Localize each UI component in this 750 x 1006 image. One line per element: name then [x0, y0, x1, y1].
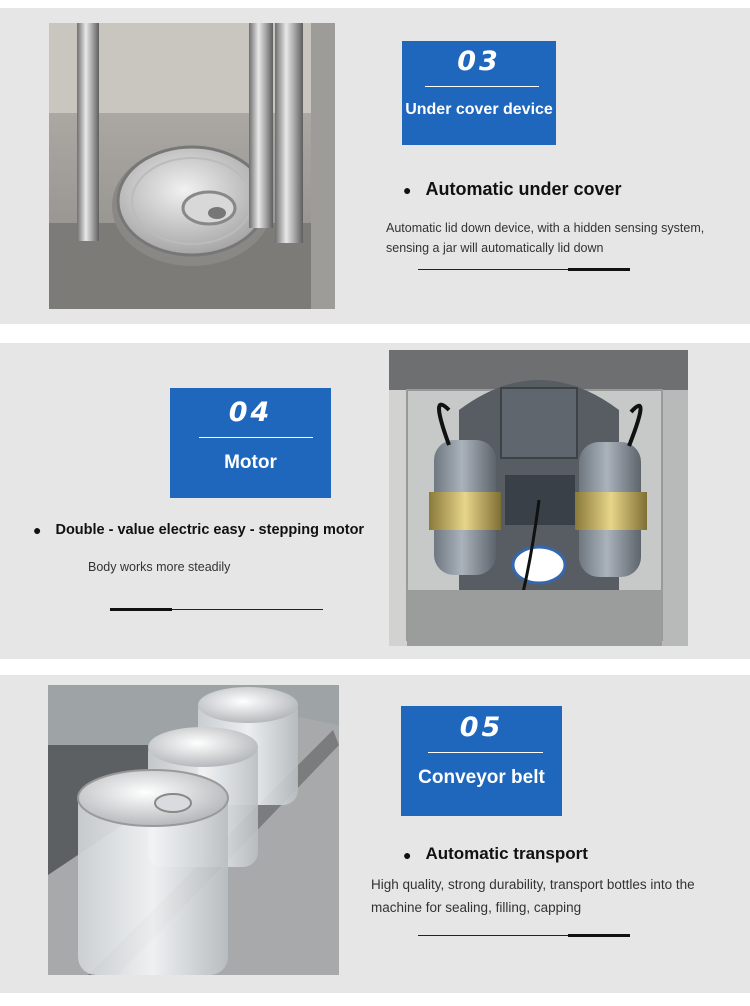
section-04-badge — [170, 388, 331, 498]
feature-heading: ● Double - value electric easy - stepping motor — [33, 522, 365, 539]
section-05-badge — [401, 706, 562, 816]
section-underline — [418, 268, 630, 270]
badge-divider — [199, 437, 313, 438]
badge-divider — [428, 752, 543, 753]
feature-heading: ● Automatic transport — [403, 844, 588, 863]
feature-heading: ● Automatic under cover — [403, 179, 622, 199]
feature-description: High quality, strong durability, transport bottles into the machine for sealing, filling, capping — [371, 877, 695, 915]
section-number: 03 — [457, 46, 501, 77]
section-number: 04 — [228, 397, 273, 428]
section-underline — [110, 608, 323, 610]
conveyor-photo — [48, 685, 339, 975]
feature-description: Body works more steadily — [88, 560, 231, 574]
bullet-dot-icon: ● — [403, 182, 412, 199]
section-03-badge — [402, 41, 556, 145]
bullet-dot-icon: ● — [33, 522, 42, 539]
motor-photo — [389, 350, 688, 646]
section-title: Conveyor belt — [418, 767, 545, 788]
badge-divider — [425, 86, 539, 87]
section-title: Under cover device — [405, 101, 553, 118]
feature-description: Automatic lid down device, with a hidden sensing system, sensing a jar will automatically lid down — [386, 221, 705, 255]
under-cover-photo — [49, 23, 335, 309]
bullet-dot-icon: ● — [403, 846, 412, 863]
section-underline — [418, 934, 630, 936]
section-title: Motor — [224, 452, 277, 473]
section-number: 05 — [459, 712, 504, 743]
